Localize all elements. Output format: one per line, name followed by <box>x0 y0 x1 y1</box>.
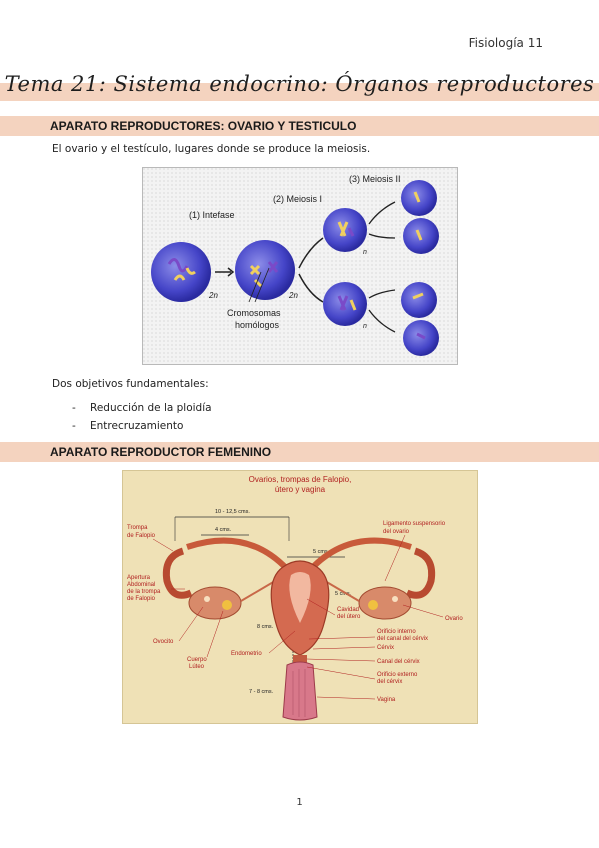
label-2n-b: 2n <box>289 291 298 300</box>
dim-5b: 5 cms. <box>335 591 352 597</box>
label-n: n <box>363 323 367 330</box>
dim-10-12: 10 - 12,5 cms. <box>215 509 250 515</box>
figure-title-line2: útero y vagina <box>274 485 326 494</box>
label-cavidad-1: Cavidad <box>337 607 360 613</box>
cell-prophase <box>235 240 295 300</box>
label-endometrio: Endometrio <box>231 651 262 657</box>
dim-4: 4 cms. <box>215 527 232 533</box>
fimbria-left <box>166 551 191 595</box>
label-cuerpo-2: Lúteo <box>189 664 205 670</box>
label-meiosis2: (3) Meiosis II <box>349 174 401 184</box>
label-interphase: (1) Intefase <box>189 210 235 220</box>
vagina <box>283 662 317 720</box>
label-chromosomes-2: homólogos <box>235 320 280 330</box>
meiosis-figure <box>142 167 458 365</box>
label-ovocito: Ovocito <box>153 639 174 645</box>
section-heading-female: APARATO REPRODUCTOR FEMENINO <box>50 445 272 459</box>
ovary-right <box>359 587 411 619</box>
label-orificio-ext-2: del cérvix <box>377 679 403 685</box>
objectives-intro: Dos objetivos fundamentales: <box>52 378 209 390</box>
label-ovario: Ovario <box>445 616 463 622</box>
label-2n-a: 2n <box>209 291 218 300</box>
fimbria-right <box>407 551 432 595</box>
label-apertura-4: de Falopio <box>127 596 156 602</box>
objective-item: - Reducción de la ploidía <box>72 402 212 414</box>
label-cuerpo-1: Cuerpo <box>187 657 207 663</box>
intro-paragraph: El ovario y el testículo, lugares donde se produce la meiosis. <box>52 143 371 155</box>
label-trompa-2: de Falopio <box>127 533 156 539</box>
label-ligamento-2: del ovario <box>383 529 410 535</box>
label-apertura-2: Abdominal <box>127 582 156 588</box>
label-cavidad-2: del útero <box>337 614 361 620</box>
section-heading-ovary-testis: APARATO REPRODUCTORES: OVARIO Y TESTICULO <box>50 119 357 133</box>
course-header: Fisiología 11 <box>468 36 543 50</box>
dim-8: 8 cms. <box>257 624 274 630</box>
label-orificio-ext-1: Orificio externo <box>377 672 418 678</box>
fallopian-tube-left <box>187 541 287 569</box>
ovary-left <box>189 587 241 619</box>
label-cervix: Cérvix <box>377 645 395 651</box>
label-vagina: Vagina <box>377 697 396 703</box>
label-chromosomes-1: Cromosomas <box>227 308 281 318</box>
female-reproductive-figure <box>122 470 478 724</box>
label-trompa-1: Trompa <box>127 525 148 531</box>
page-title: Tema 21: Sistema endocrino: Órganos reproductores <box>4 72 595 96</box>
label-apertura-3: de la trompa <box>127 589 161 595</box>
cell-meiosis2-4 <box>403 320 439 356</box>
dim-7-8: 7 - 8 cms. <box>249 689 274 695</box>
page-number: 1 <box>296 797 303 808</box>
meiosis-diagram <box>143 168 457 364</box>
svg-text:n: n <box>363 249 367 256</box>
label-meiosis1: (2) Meiosis I <box>273 194 323 204</box>
dim-5a: 5 cms. <box>313 549 330 555</box>
label-apertura-1: Apertura <box>127 575 151 581</box>
label-orificio-int-2: del canal del cérvix <box>377 636 429 642</box>
objective-item: - Entrecruzamiento <box>72 420 184 432</box>
female-reproductive-diagram <box>123 471 477 723</box>
figure-title-line1: Ovarios, trompas de Falopio, <box>248 475 352 484</box>
label-ligamento-1: Ligamento suspensorio <box>383 521 446 527</box>
fallopian-tube-right <box>311 541 411 569</box>
cell-meiosis2-3 <box>401 282 437 318</box>
label-orificio-int-1: Orificio interno <box>377 629 416 635</box>
label-canal: Canal del cérvix <box>377 659 420 665</box>
